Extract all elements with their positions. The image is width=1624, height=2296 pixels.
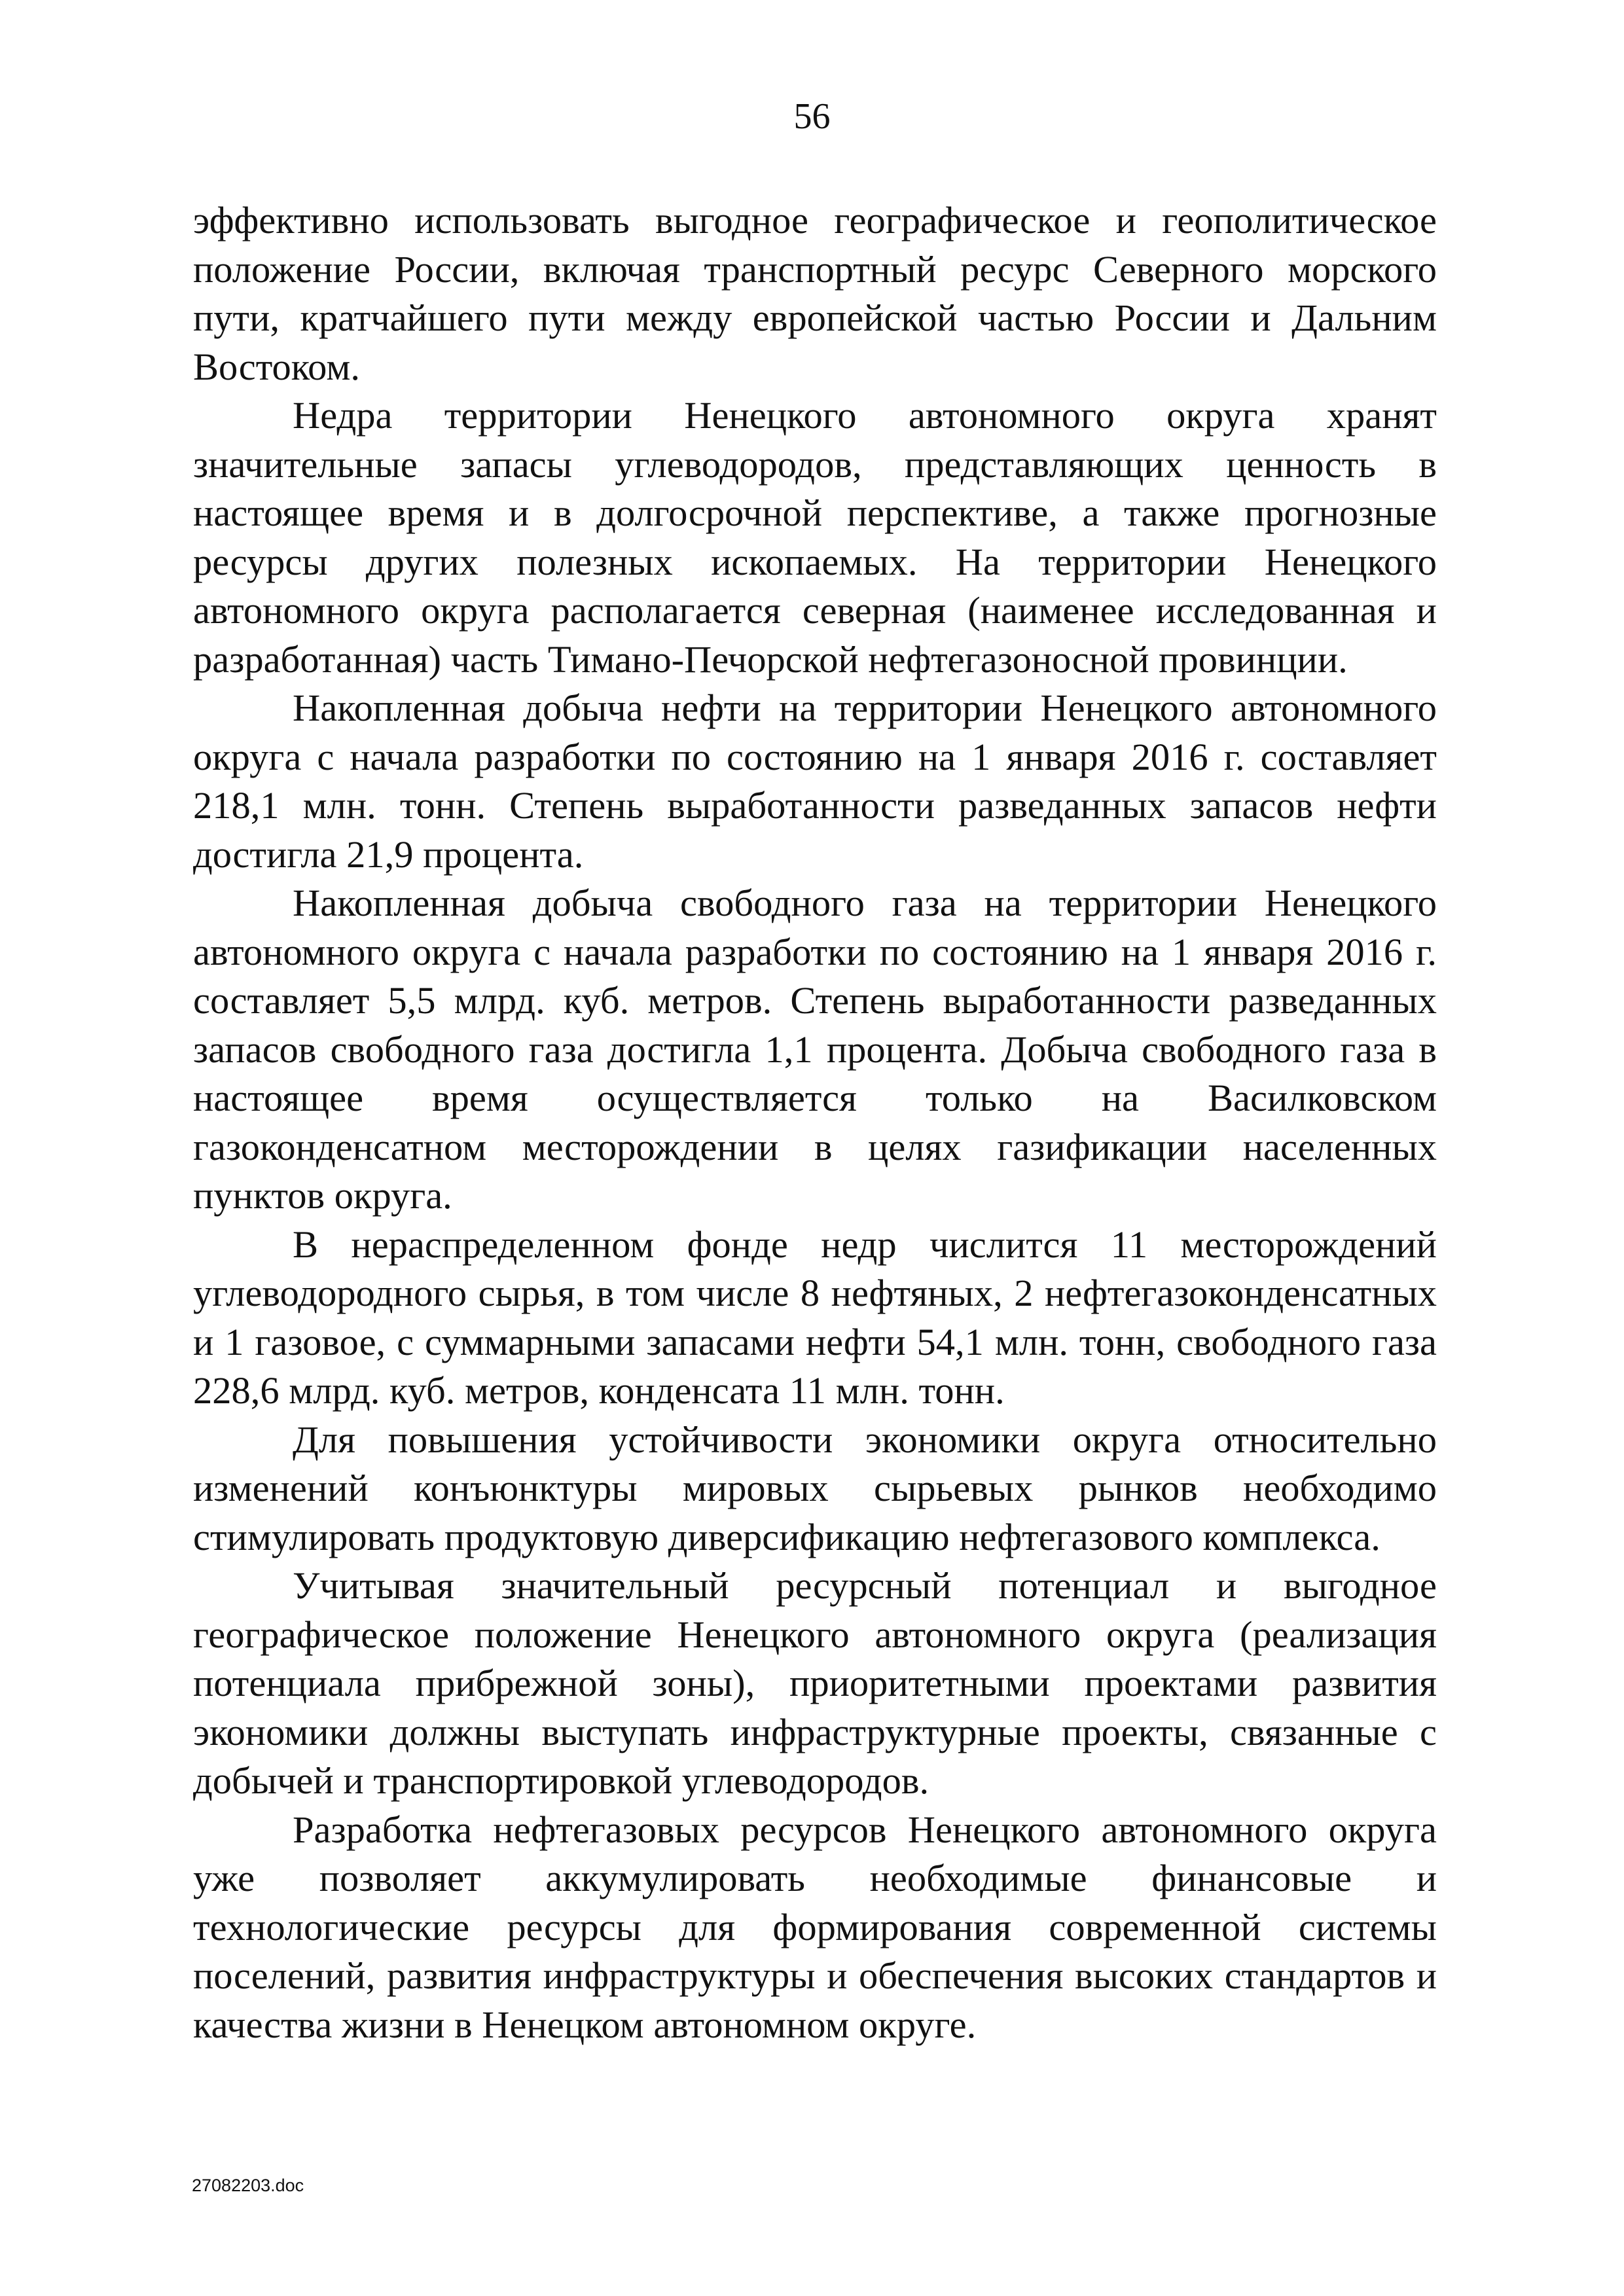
- paragraph-economic-stability: Для повышения устойчивости экономики округа относительно изменений конъюнктуры мировых сырьевых рынков необходимо стимулировать продуктовую диверсификацию нефтегазового комплекса.: [193, 1418, 1437, 1558]
- paragraph-oil-production: Накопленная добыча нефти на территории Ненецкого автономного округа с начала разработки по состоянию на 1 января 2016 г. составляет 218,1 млн. тонн. Степень выработанности разведанных запасов нефти достигла 21,9 процента.: [193, 687, 1437, 876]
- paragraph-subsoil-reserves: Недра территории Ненецкого автономного округа хранят значительные запасы углеводородов, представляющих ценность в настоящее время и в долгосрочной перспективе, а также прогнозные ресурсы других полезных ископаемых. На территории Ненецкого автономного округа располагается северная (наименее исследованная и разработанная) часть Тимано-Печорской нефтегазоносной провинции.: [193, 394, 1437, 681]
- paragraph-continuation: эффективно использовать выгодное географическое и геополитическое положение России, включая транспортный ресурс Северного морского пути, кратчайшего пути между европейской частью России и Дальним Востоком.: [193, 199, 1437, 388]
- page-number: 56: [793, 96, 831, 137]
- paragraph-undistributed-fund: В нераспределенном фонде недр числится 11 месторождений углеводородного сырья, в том числе 8 нефтяных, 2 нефтегазоконденсатных и 1 газовое, с суммарными запасами нефти 54,1 млн. тонн, свободного газа 228,6 млрд. куб. метров, конденсата 11 млн. тонн.: [193, 1223, 1437, 1412]
- footer-document-code: 27082203.doc: [192, 2176, 304, 2195]
- paragraph-gas-production: Накопленная добыча свободного газа на территории Ненецкого автономного округа с начала разработки по состоянию на 1 января 2016 г. составляет 5,5 млрд. куб. метров. Степень выработанности разведанных запасов свободного газа достигла 1,1 процента. Добыча свободного газа в настоящее время осуществляется только на Василковском газоконденсатном месторождении в целях газификации населенных пунктов округа.: [193, 882, 1437, 1217]
- paragraph-priority-projects: Учитывая значительный ресурсный потенциал и выгодное географическое положение Ненецкого автономного округа (реализация потенциала прибрежной зоны), приоритетными проектами развития экономики должны выступать инфраструктурные проекты, связанные с добычей и транспортировкой углеводородов.: [193, 1564, 1437, 1802]
- paragraph-resource-development: Разработка нефтегазовых ресурсов Ненецкого автономного округа уже позволяет аккумулировать необходимые финансовые и технологические ресурсы для формирования современной системы поселений, развития инфраструктуры и обеспечения высоких стандартов и качества жизни в Ненецком автономном округе.: [193, 1808, 1437, 2046]
- document-body: [193, 196, 1437, 2049]
